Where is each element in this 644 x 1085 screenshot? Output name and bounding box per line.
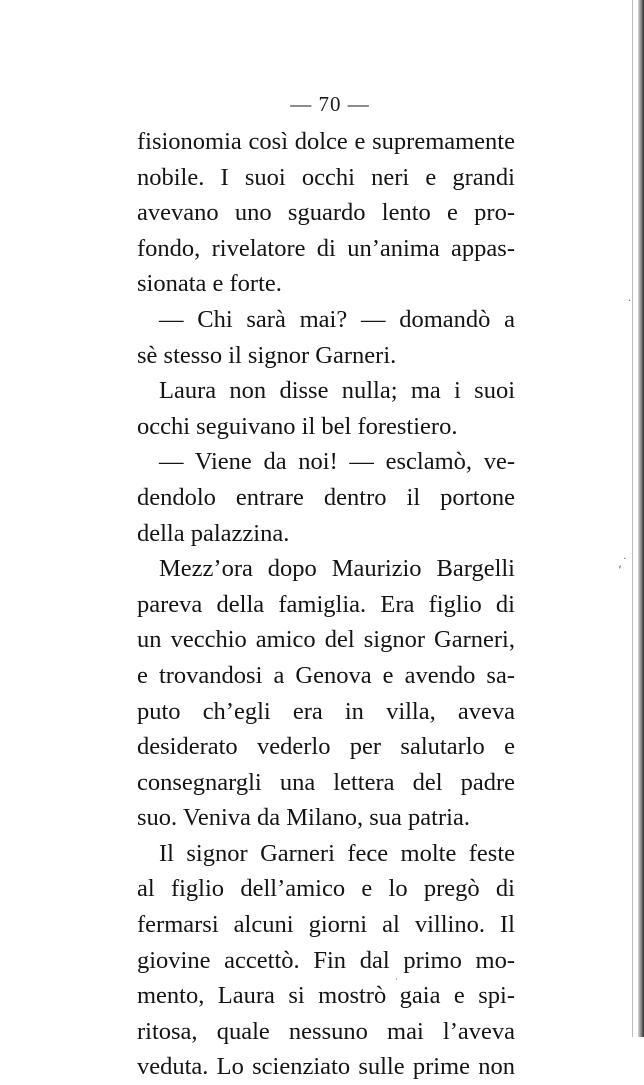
page-edge-shadow (638, 0, 644, 1037)
text-line: veduta. Lo scienziato sulle prime non (137, 1053, 515, 1081)
text-line: dendolo entrare dentro il portone (137, 483, 515, 511)
text-line: Laura non disse nulla; ma i suoi (159, 377, 515, 405)
text-line: avevano uno sguardo lento e pro- (137, 199, 515, 227)
text-line: consegnargli una lettera del padre (137, 768, 515, 796)
text-line: ritosa, quale nessuno mai l’aveva (137, 1017, 515, 1045)
text-line: sè stesso il signor Garneri. (137, 341, 397, 369)
text-line: — Viene da noi! — esclamò, ve- (159, 448, 515, 476)
text-line: nobile. I suoi occhi neri e grandi (137, 163, 515, 191)
text-line: occhi seguivano il bel forestiero. (137, 412, 458, 440)
page-number: — 70 — (290, 92, 370, 116)
text-line: un vecchio amico del signor Garneri, (137, 626, 515, 654)
body-text (137, 124, 515, 1085)
text-line: al figlio dell’amico e lo pregò di (137, 875, 515, 903)
text-line: fondo, rivelatore di un’anima appas- (137, 234, 515, 262)
text-line: Mezz’ora dopo Maurizio Bargelli (159, 555, 515, 583)
text-line: della palazzina. (137, 519, 290, 547)
text-line: suo. Veniva da Milano, sua patria. (137, 804, 470, 832)
text-line: desiderato vederlo per salutarlo e (137, 733, 515, 761)
text-line: puto ch’egli era in villa, aveva (137, 697, 515, 725)
text-line: giovine accettò. Fin dal primo mo- (137, 946, 515, 974)
text-line: fisionomia così dolce e supremamente (137, 128, 515, 155)
scan-speck: ‚˙ (618, 556, 628, 570)
text-line: pareva della famiglia. Era figlio di (137, 590, 515, 618)
text-line: — Chi sarà mai? — domandò a (159, 305, 515, 333)
text-line: e trovandosi a Genova e avendo sa- (137, 661, 515, 689)
scan-speck: · (628, 296, 632, 307)
page-edge-line (632, 0, 633, 1037)
scan-speck: · (395, 975, 398, 985)
text-line: sionata e forte. (137, 270, 282, 298)
text-line: Il signor Garneri fece molte feste (159, 839, 515, 867)
text-line: mento, Laura si mostrò gaia e spi- (137, 982, 515, 1010)
text-line: fermarsi alcuni giorni al villino. Il (137, 911, 515, 939)
